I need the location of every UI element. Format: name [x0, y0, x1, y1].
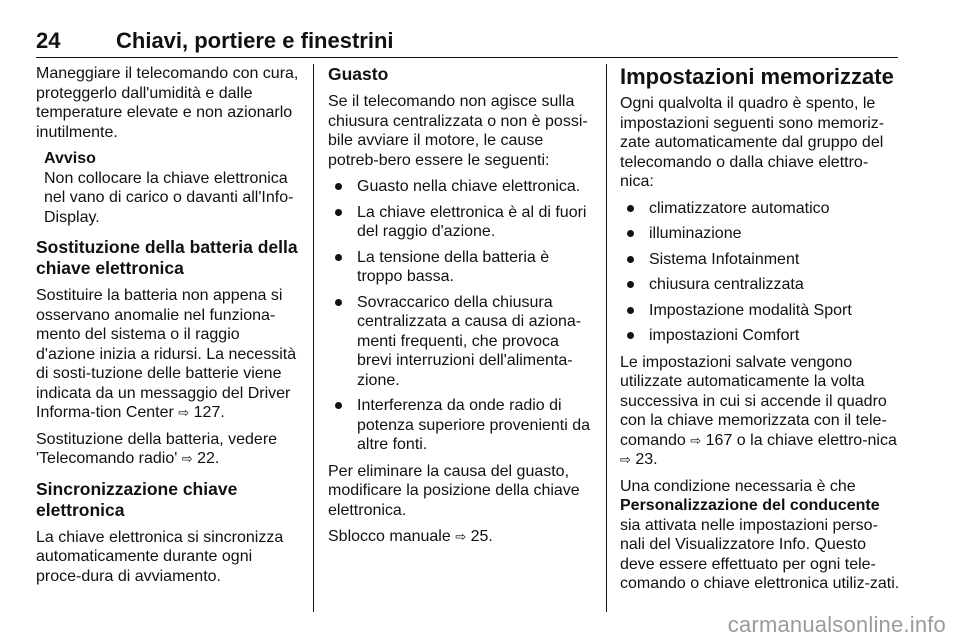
page-ref-link[interactable]: 25.	[470, 528, 493, 545]
list-item: Guasto nella chiave elettronica.	[328, 177, 593, 197]
unlock-paragraph: Sblocco manuale ⇨ 25.	[328, 528, 493, 545]
page-ref-link[interactable]: 167	[705, 431, 733, 449]
list-item: impostazioni Comfort	[620, 326, 900, 346]
column-middle	[328, 64, 593, 554]
list-item: Sovraccarico della chiusura centralizzata a causa di aziona-menti frequenti, che provoca brevi interruzioni dell'alimenta-zione.	[328, 293, 593, 391]
sync-paragraph: La chiave elettronica si sincronizza automaticamente durante ogni proce-dura di avviamento.	[36, 528, 284, 585]
page-ref-link[interactable]: 23.	[635, 451, 658, 468]
list-item: chiusura centralizzata	[620, 275, 900, 295]
column-divider	[313, 64, 314, 612]
column-right	[620, 64, 900, 601]
battery-heading: Sostituzione della batteria della chiave elettronica	[36, 237, 298, 278]
page-ref-link[interactable]: 127.	[193, 404, 225, 421]
condition-paragraph: Una condizione necessaria è che Personalizzazione del conducente sia attivata nelle impostazioni perso-nali del Visualizzatore Info. Questo deve essere effettuato per ogni tele-comando o chiave elettronica utiliz-zati.	[620, 477, 900, 592]
page-title: Chiavi, portiere e finestrini	[116, 28, 394, 53]
warning-note	[36, 149, 300, 227]
memory-heading: Impostazioni memorizzate	[620, 64, 894, 89]
fix-paragraph: Per eliminare la causa del guasto, modificare la posizione della chiave elettronica.	[328, 462, 580, 519]
memory-list	[620, 199, 900, 346]
setting-name: Personalizzazione del conducente	[620, 497, 880, 514]
column-left	[36, 64, 300, 593]
list-item: climatizzatore automatico	[620, 199, 900, 219]
list-item: Impostazione modalità Sport	[620, 301, 900, 321]
watermark: carmanualsonline.info	[727, 612, 946, 637]
battery-paragraph: Sostituire la batteria non appena si osservano anomalie nel funziona-mento del sistema o il raggio d'azione inizia a ridursi. La necessità di sosti-tuzione delle batterie viene indicata da un messaggio del Driver Informa-tion Center ⇨ 127.	[36, 287, 297, 421]
page-ref-icon: ⇨	[620, 452, 631, 467]
page-ref-icon: ⇨	[455, 529, 467, 544]
fault-list	[328, 177, 593, 455]
page-header	[36, 28, 898, 58]
page-ref-link[interactable]: 22.	[197, 450, 220, 467]
saved-paragraph: Le impostazioni salvate vengono utilizzate automaticamente la volta successiva in cui si accende il quadro con la chiave memorizzata con il tele-comando ⇨ 167 o la chiave elettro-nica ⇨ 23.	[620, 353, 897, 468]
list-item: Interferenza da onde radio di potenza superiore provenienti da altre fonti.	[328, 396, 593, 455]
intro-paragraph: Maneggiare il telecomando con cura, proteggerlo dall'umidità e dalle temperature elevate e non azionarlo inutilmente.	[36, 65, 299, 141]
page-number: 24	[36, 28, 61, 53]
fault-heading: Guasto	[328, 64, 389, 84]
note-title: Avviso	[44, 150, 96, 167]
memory-intro: Ogni qualvolta il quadro è spento, le impostazioni seguenti sono memoriz-zate automaticamente dal gruppo del telecomando o dalla chiave elettro-nica:	[620, 95, 885, 190]
list-item: La chiave elettronica è al di fuori del raggio d'azione.	[328, 203, 593, 242]
column-divider	[606, 64, 607, 612]
list-item: Sistema Infotainment	[620, 250, 900, 270]
note-text: Non collocare la chiave elettronica nel vano di carico o davanti all'Info-Display.	[44, 169, 294, 226]
list-item: illuminazione	[620, 224, 900, 244]
page-ref-icon: ⇨	[178, 405, 190, 420]
page-ref-icon: ⇨	[181, 451, 193, 466]
page-ref-icon: ⇨	[690, 432, 702, 448]
list-item: La tensione della batteria è troppo bassa.	[328, 248, 593, 287]
sync-heading: Sincronizzazione chiave elettronica	[36, 478, 238, 520]
fault-intro: Se il telecomando non agisce sulla chiusura centralizzata o non è possi-bile avviare il motore, le cause potreb-bero essere le seguenti:	[328, 93, 588, 169]
battery-replace-paragraph: Sostituzione della batteria, vedere 'Telecomando radio' ⇨ 22.	[36, 430, 278, 467]
